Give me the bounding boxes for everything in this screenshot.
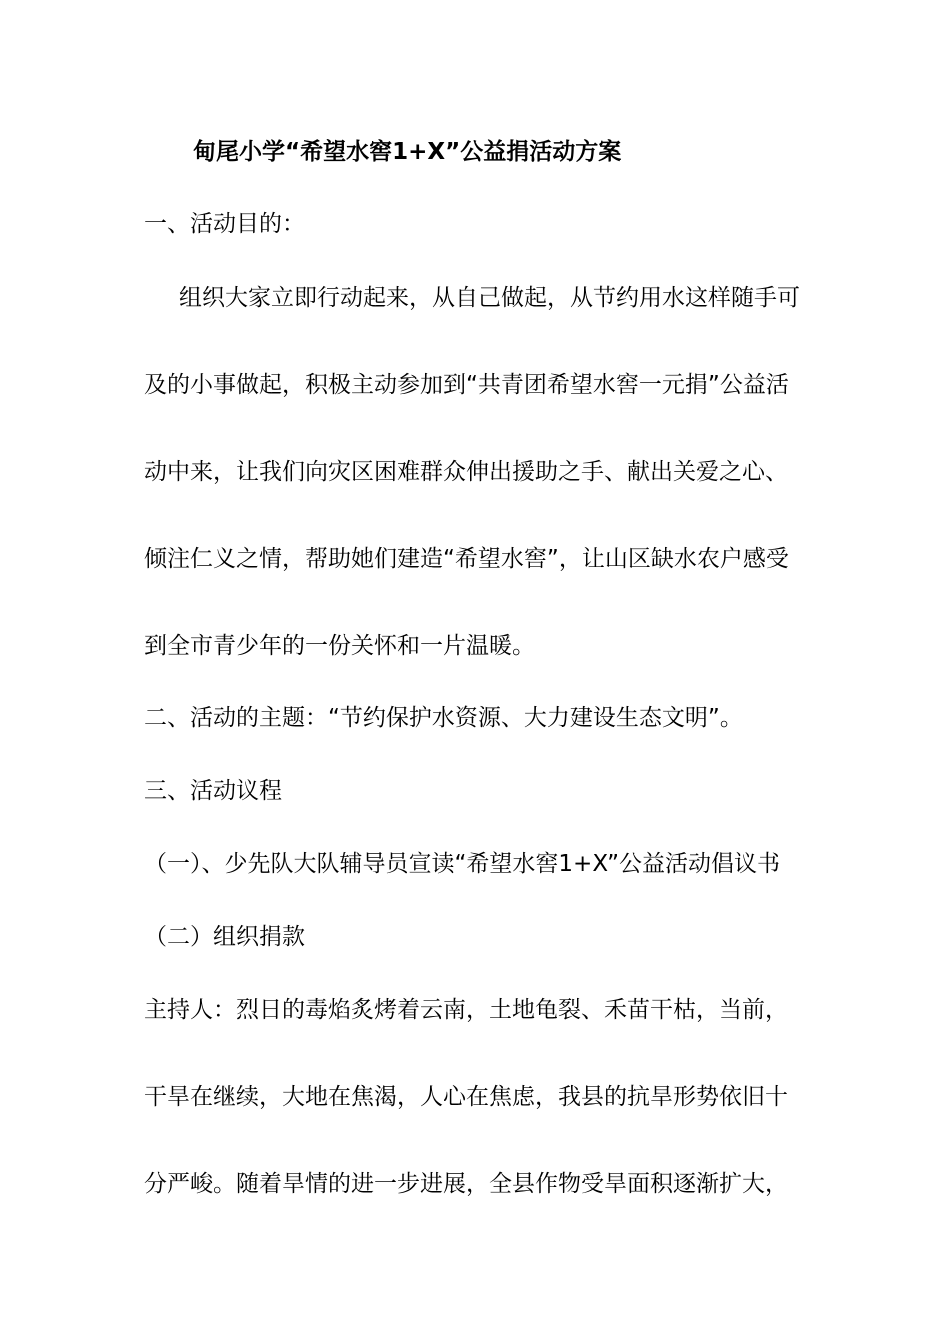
paragraph-line: 动中来，让我们向灾区困难群众伸出援助之手、献出关爱之心、 [144,459,788,485]
paragraph-line: 主持人：烈日的毒焰炙烤着云南，土地龟裂、禾苗干枯，当前， [144,997,788,1023]
section-heading-theme: 二、活动的主题：“节约保护水资源、大力建设生态文明”。 [144,705,743,731]
paragraph-line: 干旱在继续，大地在焦渴，人心在焦虑，我县的抗旱形势依旧十 [144,1084,788,1110]
paragraph-line: 组织大家立即行动起来，从自己做起，从节约用水这样随手可 [179,285,800,311]
document-title: 甸尾小学“希望水窖1+X”公益捐活动方案 [193,139,622,165]
agenda-item-2: （二）组织捐款 [144,924,305,950]
agenda-item-1: （一）、少先队大队辅导员宣读“希望水窖1+X”公益活动倡议书 [144,851,781,877]
paragraph-line: 倾注仁义之情，帮助她们建造“希望水窖”，让山区缺水农户感受 [144,546,789,572]
paragraph-line: 及的小事做起，积极主动参加到“共青团希望水窖一元捐”公益活 [144,372,789,398]
section-heading-purpose: 一、活动目的： [144,211,305,237]
paragraph-line: 分严峻。随着旱情的进一步进展，全县作物受旱面积逐渐扩大， [144,1171,788,1197]
paragraph-line: 到全市青少年的一份关怀和一片温暖。 [144,633,535,659]
section-heading-agenda: 三、活动议程 [144,778,282,804]
